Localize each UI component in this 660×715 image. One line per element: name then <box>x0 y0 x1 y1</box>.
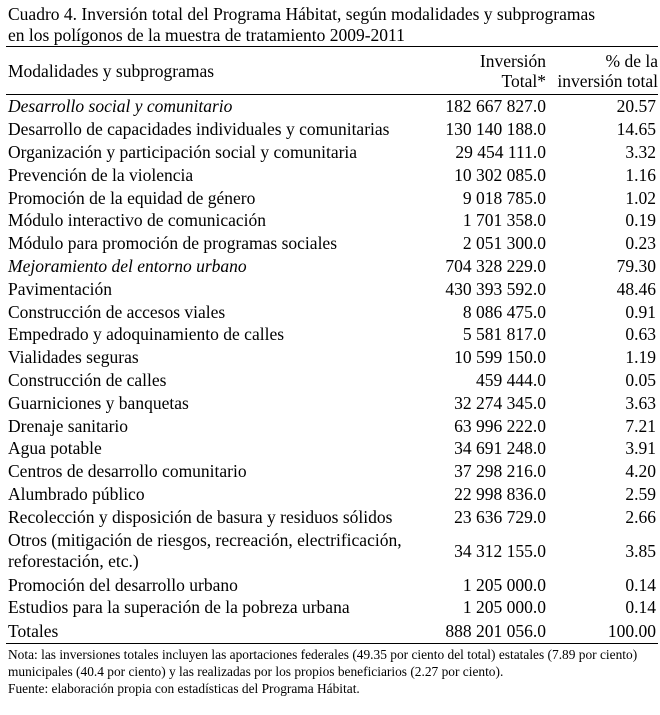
header-porcentaje <box>546 47 658 95</box>
row-label: Alumbrado público <box>8 483 145 504</box>
table-row <box>6 255 658 278</box>
totals-percent: 100.00 <box>607 620 656 641</box>
row-amount: 2 051 300.0 <box>462 233 546 254</box>
row-percent: 0.05 <box>625 369 656 390</box>
investment-table <box>6 46 658 644</box>
table-row <box>6 528 658 573</box>
row-percent: 0.23 <box>625 233 656 254</box>
table-row <box>6 573 658 596</box>
table-row <box>6 346 658 369</box>
table-row <box>6 163 658 186</box>
table-row <box>6 505 658 528</box>
table-row <box>6 95 658 118</box>
header-row <box>6 47 658 95</box>
row-amount: 459 444.0 <box>476 369 546 390</box>
table-row <box>6 209 658 232</box>
row-label: Promoción del desarrollo urbano <box>8 574 238 595</box>
row-label: Mejoramiento del entorno urbano <box>8 255 247 276</box>
document-page <box>6 4 658 697</box>
row-label: Drenaje sanitario <box>8 415 129 436</box>
row-amount: 29 454 111.0 <box>455 141 546 162</box>
row-percent: 2.66 <box>625 506 656 527</box>
header-inversion-line-2: Total* <box>501 70 546 91</box>
row-amount: 9 018 785.0 <box>462 187 546 208</box>
table-row <box>6 118 658 141</box>
table-row <box>6 369 658 392</box>
row-label: Prevención de la violencia <box>8 164 194 185</box>
row-label: Vialidades seguras <box>8 347 139 368</box>
row-label: Construcción de calles <box>8 369 167 390</box>
row-label: Organización y participación social y comunitaria <box>8 141 358 162</box>
row-amount: 22 998 836.0 <box>454 483 546 504</box>
row-label: Guarniciones y banquetas <box>8 392 189 413</box>
row-percent: 3.91 <box>625 438 656 459</box>
row-label: Agua potable <box>8 438 102 459</box>
source-text: Fuente: elaboración propia con estadísticas del Programa Hábitat. <box>8 680 360 696</box>
row-amount: 34 691 248.0 <box>454 438 546 459</box>
row-amount: 1 701 358.0 <box>462 210 546 231</box>
row-amount: 8 086 475.0 <box>462 301 546 322</box>
row-label: Recolección y disposición de basura y residuos sólidos <box>8 506 393 527</box>
row-amount: 704 328 229.0 <box>445 255 546 276</box>
row-percent: 3.63 <box>625 392 656 413</box>
row-percent: 1.02 <box>625 187 656 208</box>
table-row <box>6 483 658 506</box>
row-percent: 0.14 <box>625 597 656 618</box>
table-notes <box>6 644 658 697</box>
row-label: Pavimentación <box>8 278 113 299</box>
row-percent: 48.46 <box>616 278 656 299</box>
row-label: Otros (mitigación de riesgos, recreación, electrificación, reforestación, etc.) <box>8 529 402 571</box>
table-row <box>6 323 658 346</box>
table-row <box>6 277 658 300</box>
row-percent: 14.65 <box>616 119 656 140</box>
table-caption <box>6 4 658 46</box>
row-percent: 0.14 <box>625 574 656 595</box>
row-label: Empedrado y adoquinamiento de calles <box>8 324 285 345</box>
row-label: Módulo interactivo de comunicación <box>8 210 267 231</box>
row-percent: 0.91 <box>625 301 656 322</box>
row-amount: 130 140 188.0 <box>445 119 546 140</box>
row-percent: 1.16 <box>625 164 656 185</box>
row-amount: 10 302 085.0 <box>454 164 546 185</box>
table-row <box>6 414 658 437</box>
row-percent: 1.19 <box>625 347 656 368</box>
row-amount: 10 599 150.0 <box>454 347 546 368</box>
row-percent: 7.21 <box>625 415 656 436</box>
header-inversion-line-1: Inversión <box>479 50 546 71</box>
row-amount: 1 205 000.0 <box>462 574 546 595</box>
row-percent: 3.32 <box>625 141 656 162</box>
row-label: Centros de desarrollo comunitario <box>8 461 247 482</box>
row-label: Promoción de la equidad de género <box>8 187 256 208</box>
row-amount: 63 996 222.0 <box>454 415 546 436</box>
row-percent: 2.59 <box>625 483 656 504</box>
note-text: Nota: las inversiones totales incluyen las aportaciones federales (49.35 por ciento del total) estatales (7.89 por ciento) municipales (40.4 por ciento) y las realizadas por los propios beneficiarios (2.27 por ciento). <box>8 646 638 679</box>
caption-line-1: Cuadro 4. Inversión total del Programa Hábitat, según modalidades y subprogramas <box>8 4 596 24</box>
row-amount: 23 636 729.0 <box>454 506 546 527</box>
row-percent: 20.57 <box>616 96 656 117</box>
table-row <box>6 141 658 164</box>
table-row <box>6 186 658 209</box>
row-label: Estudios para la superación de la pobreza urbana <box>8 597 350 618</box>
table-row <box>6 391 658 414</box>
row-amount: 32 274 345.0 <box>454 392 546 413</box>
header-modalidades: Modalidades y subprogramas <box>8 60 215 81</box>
header-porcentaje-line-2: inversión total <box>557 70 658 91</box>
header-porcentaje-line-1: % de la <box>605 50 658 71</box>
table-row <box>6 596 658 619</box>
caption-line-2: en los polígonos de la muestra de tratamiento 2009-2011 <box>8 25 405 45</box>
row-amount: 34 312 155.0 <box>454 540 546 561</box>
header-inversion <box>420 47 546 95</box>
row-amount: 430 393 592.0 <box>445 278 546 299</box>
row-label: Desarrollo social y comunitario <box>8 96 233 117</box>
row-label: Desarrollo de capacidades individuales y comunitarias <box>8 119 390 140</box>
totals-amount: 888 201 056.0 <box>445 620 546 641</box>
table-row <box>6 232 658 255</box>
totals-row <box>6 619 658 644</box>
row-label: Construcción de accesos viales <box>8 301 226 322</box>
row-amount: 182 667 827.0 <box>445 96 546 117</box>
row-percent: 79.30 <box>616 255 656 276</box>
row-amount: 37 298 216.0 <box>454 461 546 482</box>
table-row <box>6 437 658 460</box>
totals-label: Totales <box>8 620 59 641</box>
table-row <box>6 300 658 323</box>
row-label: Módulo para promoción de programas sociales <box>8 233 338 254</box>
row-amount: 5 581 817.0 <box>462 324 546 345</box>
row-percent: 4.20 <box>625 461 656 482</box>
row-percent: 0.19 <box>625 210 656 231</box>
row-amount: 1 205 000.0 <box>462 597 546 618</box>
row-percent: 3.85 <box>625 540 656 561</box>
row-percent: 0.63 <box>625 324 656 345</box>
table-row <box>6 460 658 483</box>
